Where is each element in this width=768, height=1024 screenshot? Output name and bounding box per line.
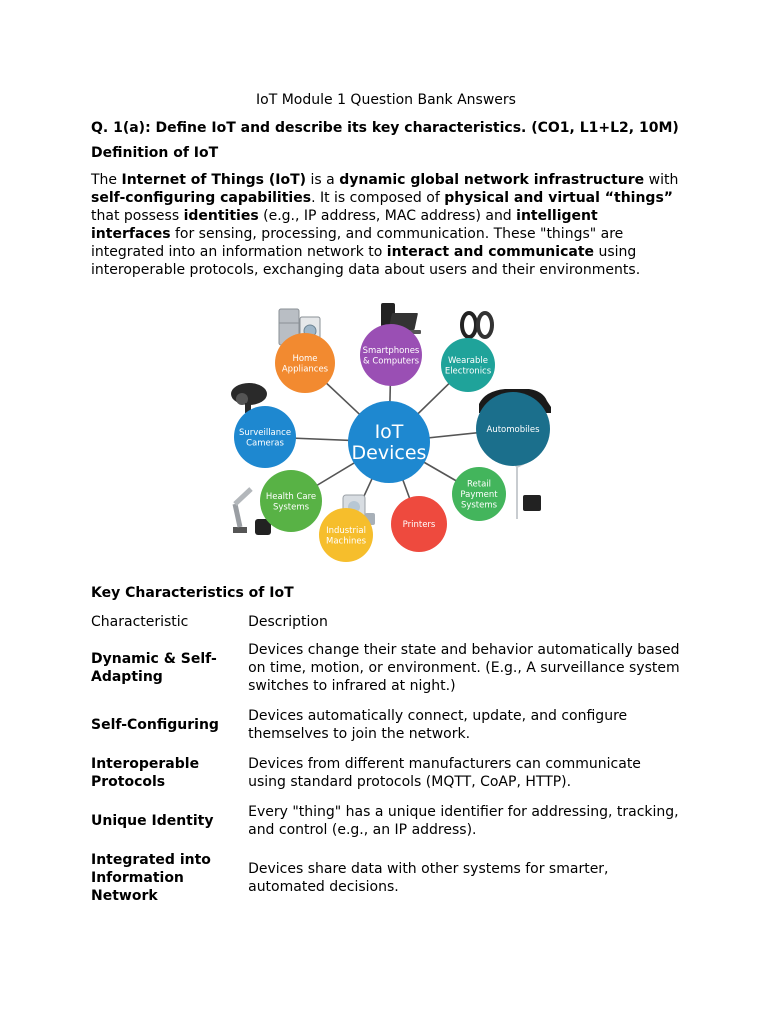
header-characteristic: Characteristic bbox=[91, 614, 189, 630]
device-node-label: Retail bbox=[466, 479, 492, 490]
table-row bbox=[91, 635, 681, 701]
device-node bbox=[260, 470, 322, 532]
device-node-label: Systems bbox=[460, 500, 498, 511]
characteristic-name: Dynamic & Self-Adapting bbox=[91, 651, 217, 685]
def-text: that possess bbox=[91, 208, 184, 224]
iot-devices-diagram bbox=[229, 299, 559, 569]
device-node bbox=[391, 496, 447, 552]
def-text: for sensing, processing, and communication. These "things" are integrated into an information network to bbox=[91, 226, 624, 260]
characteristic-description: Devices share data with other systems for smarter, automated decisions. bbox=[248, 861, 609, 895]
characteristic-name: Interoperable Protocols bbox=[91, 756, 200, 790]
header-description: Description bbox=[248, 614, 328, 630]
characteristic-description: Devices change their state and behavior automatically based on time, motion, or environment. (E.g., A surveillance system switches to infrared at night.) bbox=[248, 642, 680, 694]
device-node-label: Industrial bbox=[326, 525, 366, 536]
device-node-label: Health Care bbox=[265, 491, 317, 502]
device-node-label: Automobiles bbox=[486, 425, 540, 435]
def-term: intelligent interfaces bbox=[91, 208, 598, 242]
definition-paragraph bbox=[91, 171, 681, 279]
device-node-label: Systems bbox=[272, 502, 310, 513]
device-node bbox=[360, 324, 422, 386]
device-node bbox=[476, 392, 550, 466]
table-row bbox=[91, 701, 681, 749]
device-node bbox=[234, 406, 296, 468]
document-title: IoT Module 1 Question Bank Answers bbox=[256, 92, 516, 108]
characteristic-description: Every "thing" has a unique identifier for addressing, tracking, and control (e.g., an IP address). bbox=[248, 804, 679, 838]
device-node bbox=[441, 338, 495, 392]
characteristic-name: Integrated into Information Network bbox=[91, 852, 211, 904]
characteristic-description: Devices from different manufacturers can communicate using standard protocols (MQTT, CoAP, HTTP). bbox=[248, 756, 641, 790]
characteristic-name: Self-Configuring bbox=[91, 717, 219, 733]
device-node-label: Electronics bbox=[444, 366, 492, 377]
def-text: (e.g., IP address, MAC address) and bbox=[258, 208, 517, 224]
def-text: using interoperable protocols, exchanging data about users and their environments. bbox=[91, 244, 641, 278]
def-text: . It is composed of bbox=[311, 190, 445, 206]
center-hub-label: IoT bbox=[374, 421, 404, 443]
wearable-icon bbox=[462, 313, 492, 337]
characteristic-description: Devices automatically connect, update, and configure themselves to join the network. bbox=[248, 708, 628, 742]
device-node-label: Surveillance bbox=[238, 427, 292, 438]
device-node-label: Wearable bbox=[447, 355, 489, 366]
def-term: physical and virtual “things” bbox=[444, 190, 673, 206]
device-node-label: Appliances bbox=[281, 364, 329, 375]
characteristics-table bbox=[91, 609, 681, 911]
def-term: dynamic global network infrastructure bbox=[339, 172, 645, 188]
device-node bbox=[319, 508, 373, 562]
def-term: interact and communicate bbox=[386, 244, 595, 260]
device-node-label: Cameras bbox=[246, 438, 284, 449]
table-row bbox=[91, 749, 681, 797]
device-node-label: & Computers bbox=[362, 356, 420, 367]
device-node-label: Smartphones bbox=[362, 345, 420, 356]
def-text: with bbox=[644, 172, 679, 188]
device-node-label: Home bbox=[292, 353, 318, 364]
table-row bbox=[91, 845, 681, 911]
def-term: self-configuring capabilities bbox=[91, 190, 312, 206]
def-text: is a bbox=[306, 172, 340, 188]
device-node-label: Machines bbox=[325, 536, 367, 547]
table-header-row bbox=[91, 609, 681, 635]
device-node-label: Printers bbox=[402, 520, 436, 530]
def-term: Internet of Things (IoT) bbox=[121, 172, 307, 188]
characteristic-name: Unique Identity bbox=[91, 813, 214, 829]
question-heading: Q. 1(a): Define IoT and describe its key characteristics. (CO1, L1+L2, 10M) bbox=[91, 120, 679, 136]
device-node-label: Payment bbox=[460, 490, 498, 500]
def-text: The bbox=[91, 172, 122, 188]
device-node bbox=[275, 333, 335, 393]
characteristics-heading: Key Characteristics of IoT bbox=[91, 585, 294, 601]
document-page bbox=[91, 92, 681, 911]
table-row bbox=[91, 797, 681, 845]
iot-diagram-svg bbox=[229, 299, 559, 569]
definition-heading: Definition of IoT bbox=[91, 145, 219, 161]
device-node bbox=[452, 467, 506, 521]
center-hub-label: Devices bbox=[351, 442, 427, 464]
def-term: identities bbox=[183, 208, 259, 224]
